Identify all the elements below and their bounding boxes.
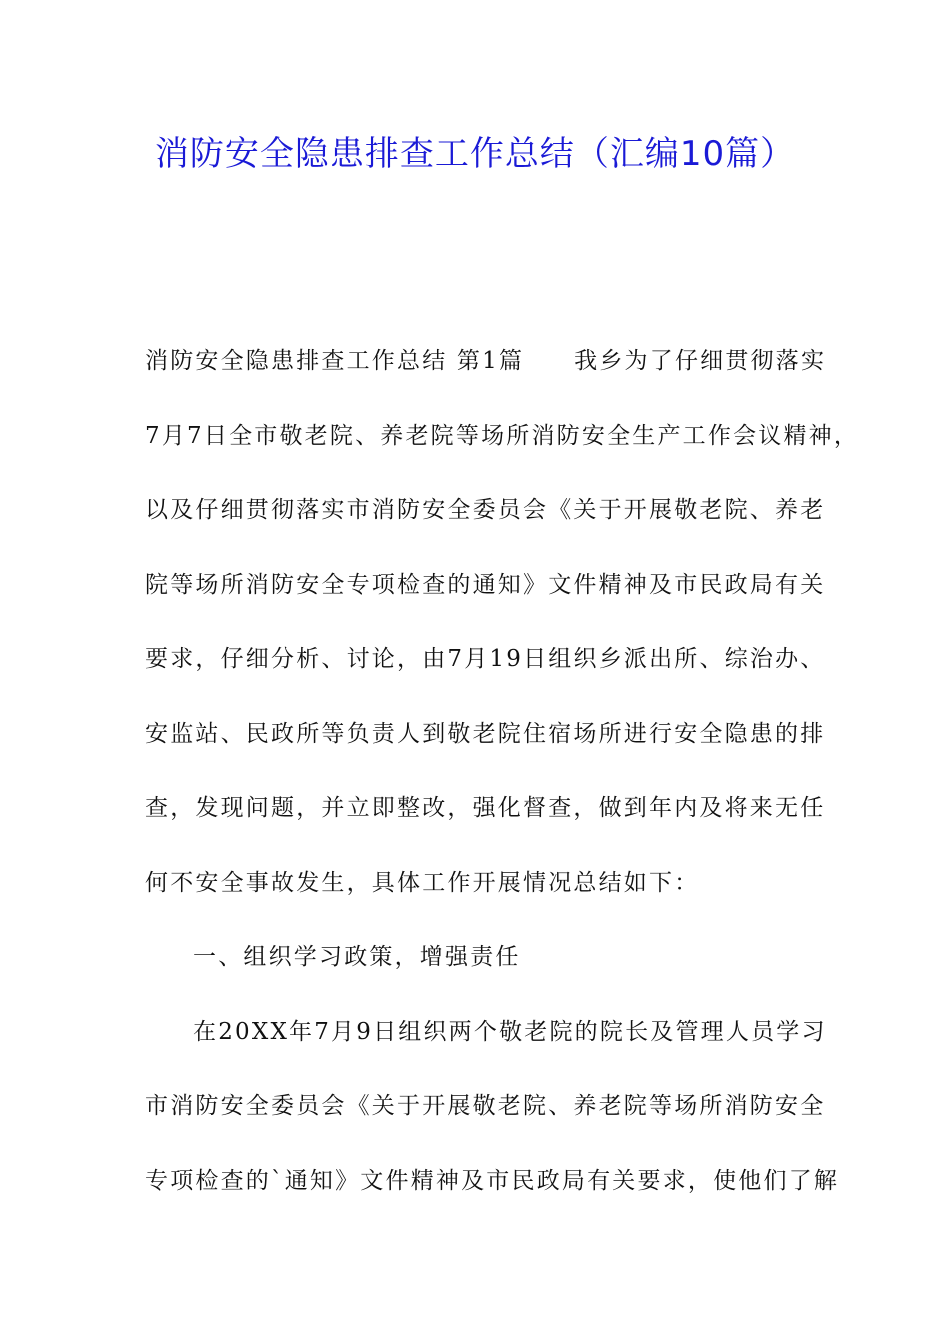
document-body [145, 337, 860, 1231]
paragraph-line: 以及仔细贯彻落实市消防安全委员会《关于开展敬老院、养老 [145, 497, 826, 523]
paragraph-line: 在20XX年7月9日组织两个敬老院的院长及管理人员学习 [193, 1018, 827, 1045]
section-heading: 一、组织学习政策，增强责任 [193, 944, 521, 970]
paragraph-text: 我乡为了仔细贯彻落实 [574, 348, 827, 374]
paragraph-line: 查，发现问题，并立即整改，强化督查，做到年内及将来无任 [145, 795, 826, 821]
paragraph-line: 要求，仔细分析、讨论，由7月19日组织乡派出所、综治办、 [145, 646, 826, 672]
paragraph-line: 安监站、民政所等负责人到敬老院住宿场所进行安全隐患的排 [145, 720, 826, 747]
paragraph-line: 7月7日全市敬老院、养老院等场所消防安全生产工作会议精神， [145, 422, 860, 449]
paragraph-line: 市消防安全委员会《关于开展敬老院、养老院等场所消防安全 [145, 1093, 826, 1119]
paragraph-line [145, 337, 827, 412]
article-heading: 消防安全隐患排查工作总结 第1篇 [145, 348, 525, 374]
paragraph-line: 院等场所消防安全专项检查的通知》文件精神及市民政局有关 [145, 571, 826, 598]
paragraph-line: 何不安全事故发生，具体工作开展情况总结如下： [145, 869, 700, 896]
paragraph-line: 专项检查的`通知》文件精神及市民政局有关要求，使他们了解 [145, 1167, 840, 1194]
document-title: 消防安全隐患排查工作总结（汇编10篇） [154, 134, 796, 174]
